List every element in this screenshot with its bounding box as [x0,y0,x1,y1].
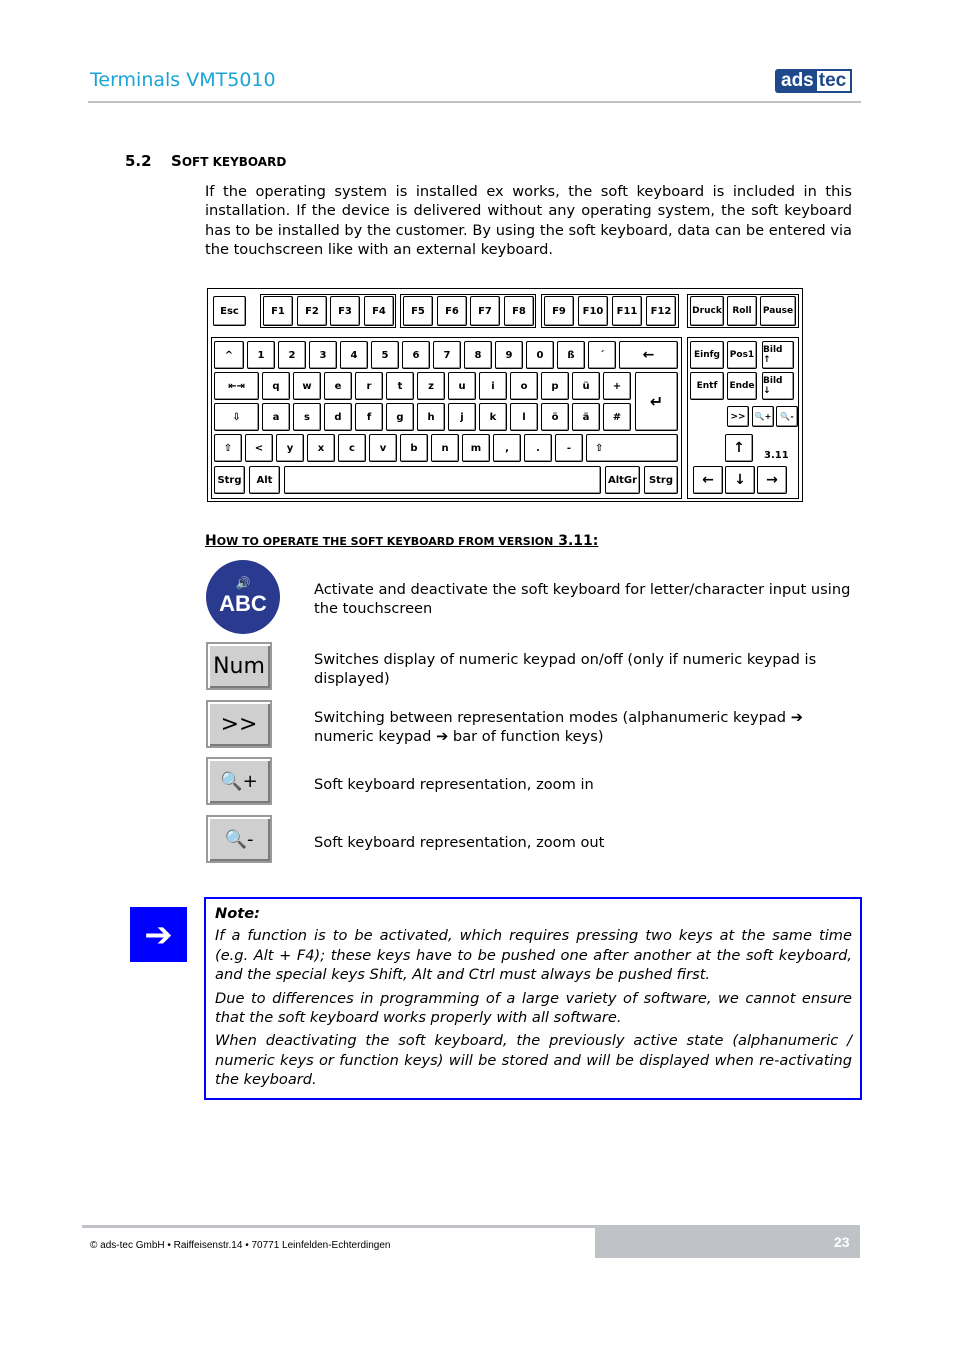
key-u: u [448,372,476,400]
key-space [284,466,601,494]
zoom-in-button-description: Soft keyboard representation, zoom in [314,776,594,793]
speaker-icon: 🔊 [235,576,251,590]
key-arrow-down: ↓ [725,466,755,494]
note-paragraph-1: If a function is to be activated, which requires pressing two keys at the same time (e.g. Alt + F4); these keys have to be pushed one after another at the soft keyboard, and the special keys Shift, Alt and Ctrl must always be pushed first. [215,927,852,984]
key-minus: - [555,434,583,462]
key-y: y [276,434,304,462]
key-x: x [307,434,335,462]
key-acute: ´ [588,341,616,369]
key-zoom-in: 🔍+ [752,406,774,427]
key-shift-right: ⇧ [586,434,678,462]
logo-left-text: ads [775,69,817,93]
key-h: h [417,403,445,431]
note-box [204,897,862,1100]
key-less-than: < [245,434,273,462]
key-zoom-out: 🔍- [776,406,798,427]
key-2: 2 [278,341,306,369]
key-z: z [417,372,445,400]
key-shift-left: ⇧ [214,434,242,462]
abc-button-description: Activate and deactivate the soft keyboard for letter/character input using the touchscreen [314,581,851,618]
key-e: e [324,372,352,400]
key-tab: ⇤⇥ [214,372,259,400]
key-caps-lock: ⇩ [214,403,259,431]
key-ae: ä [572,403,600,431]
section-title [171,152,286,170]
key-w: w [293,372,321,400]
key-alt: Alt [249,466,280,494]
key-a: a [262,403,290,431]
key-r: r [355,372,383,400]
key-s: s [293,403,321,431]
key-period: . [524,434,552,462]
key-hash: # [603,403,631,431]
section-title-initial: S [171,152,182,170]
key-c: c [338,434,366,462]
key-l: l [510,403,538,431]
key-backspace: ← [619,341,678,369]
footer-divider [82,1225,595,1228]
zoom-out-button-description: Soft keyboard representation, zoom out [314,834,605,851]
key-pos1: Pos1 [727,341,757,369]
header-divider [88,101,861,103]
keyboard-version-label: 3.11 [764,450,789,461]
key-bild-down: Bild ↓ [762,372,794,400]
key-j: j [448,403,476,431]
key-4: 4 [340,341,368,369]
key-enter: ↵ [635,372,678,431]
key-f4: F4 [364,296,394,326]
key-mode-switch: >> [727,406,749,427]
key-plus: + [603,372,631,400]
note-title: Note: [215,905,260,922]
key-f6: F6 [437,296,467,326]
key-f11: F11 [612,296,642,326]
key-roll: Roll [727,296,757,326]
key-q: q [262,372,290,400]
zoom-in-button-image: 🔍+ [206,757,272,805]
key-8: 8 [464,341,492,369]
key-n: n [431,434,459,462]
key-6: 6 [402,341,430,369]
key-k: k [479,403,507,431]
intro-paragraph: If the operating system is installed ex works, the soft keyboard is included in this installation. If the device is delivered without any operating system, the soft keyboard has to be installed by the customer. By using the soft keyboard, data can be entered via the touchscreen like with an external keyboard. [205,183,852,258]
key-f9: F9 [544,296,574,326]
key-arrow-up: ↑ [725,434,753,462]
zoom-out-button-image: 🔍- [206,815,272,863]
key-f3: F3 [330,296,360,326]
key-f2: F2 [297,296,327,326]
key-3: 3 [309,341,337,369]
company-logo [775,69,859,93]
note-paragraph-3: When deactivating the soft keyboard, the previously active state (alphanumeric / numeric keys or function keys) will be stored and will be displayed when re-activating the keyboard. [215,1032,852,1089]
key-g: g [386,403,414,431]
key-p: p [541,372,569,400]
key-strg-right: Strg [644,466,678,494]
abc-button-image [206,560,280,634]
key-o: o [510,372,538,400]
key-f10: F10 [578,296,608,326]
key-pause: Pause [760,296,796,326]
key-strg-left: Strg [214,466,245,494]
key-7: 7 [433,341,461,369]
soft-keyboard-figure [207,288,803,502]
key-oe: ö [541,403,569,431]
howto-heading-rest: OW TO OPERATE THE SOFT KEYBOARD FROM VERSION [216,535,554,548]
key-ende: Ende [727,372,757,400]
key-f7: F7 [470,296,500,326]
key-b: b [400,434,428,462]
key-9: 9 [495,341,523,369]
key-bild-up: Bild ↑ [762,341,794,369]
key-m: m [462,434,490,462]
key-einfg: Einfg [690,341,724,369]
key-5: 5 [371,341,399,369]
howto-heading [205,533,598,549]
key-comma: , [493,434,521,462]
footer-page-box [595,1225,860,1258]
key-altgr: AltGr [605,466,640,494]
key-druck: Druck [690,296,724,326]
key-f1: F1 [263,296,293,326]
key-f8: F8 [504,296,534,326]
note-paragraph-2: Due to differences in programming of a large variety of software, we cannot ensure that the soft keyboard works properly with all software. [215,989,852,1027]
page-number: 23 [834,1234,850,1250]
num-button-description: Switches display of numeric keypad on/off (only if numeric keypad is displayed) [314,651,817,688]
key-f: f [355,403,383,431]
section-title-rest: OFT KEYBOARD [181,155,287,169]
key-sz: ß [557,341,585,369]
logo-right-text: tec [817,69,852,93]
section-number: 5.2 [125,152,152,170]
key-arrow-right: → [757,466,787,494]
mode-switch-button-image: >> [206,700,272,748]
footer-copyright: © ads-tec GmbH • Raiffeisenstr.14 • 70771 Leinfelden-Echterdingen [90,1240,391,1251]
abc-button-label: ABC [219,591,267,616]
key-entf: Entf [690,372,724,400]
key-1: 1 [247,341,275,369]
key-v: v [369,434,397,462]
howto-heading-initial: H [205,533,217,549]
howto-heading-version: 3.11: [558,533,599,549]
key-t: t [386,372,414,400]
mode-switch-button-description: Switching between representation modes (alphanumeric keypad ➔ numeric keypad ➔ bar of function keys) [314,709,803,746]
key-0: 0 [526,341,554,369]
key-f12: F12 [646,296,676,326]
note-arrow-icon: ➔ [130,907,187,962]
key-caret: ^ [214,341,244,369]
key-f5: F5 [403,296,433,326]
key-d: d [324,403,352,431]
num-button-image: Num [206,642,272,690]
key-esc: Esc [213,296,246,326]
key-arrow-left: ← [693,466,723,494]
document-header-title: Terminals VMT5010 [90,69,276,91]
key-i: i [479,372,507,400]
key-ue: ü [572,372,600,400]
